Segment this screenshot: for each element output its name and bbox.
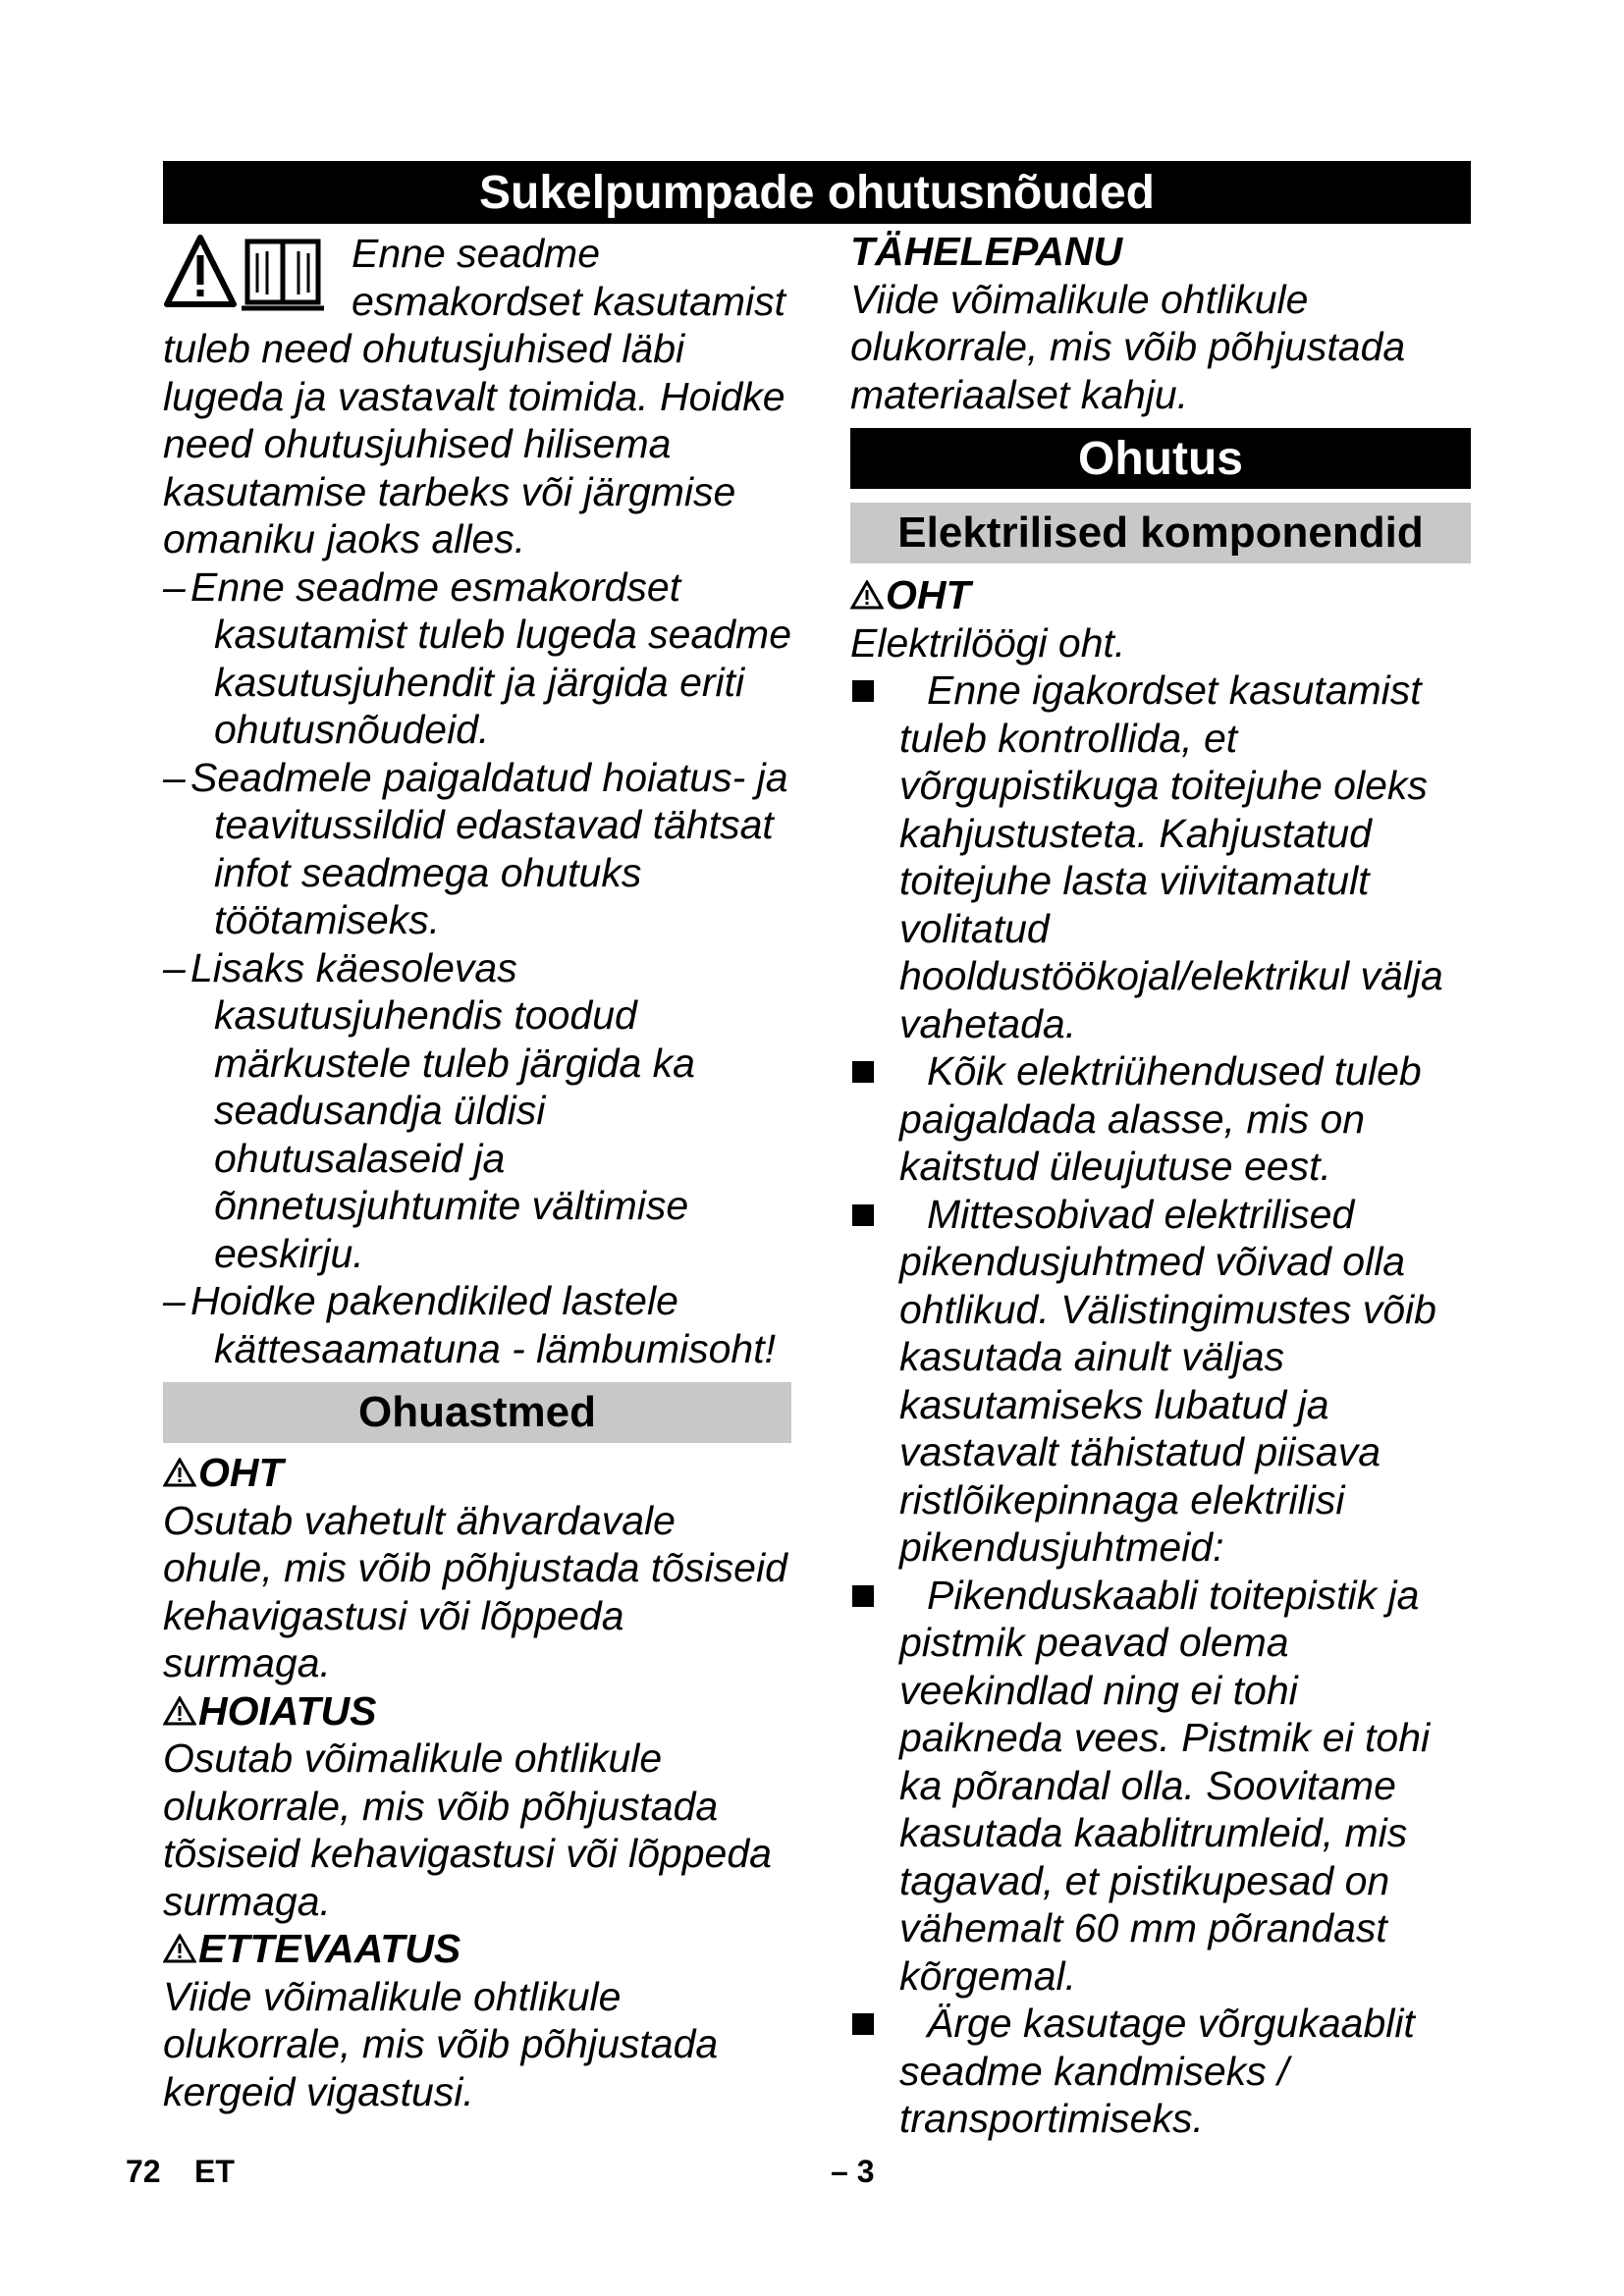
page-title: Sukelpumpade ohutusnõuded (163, 161, 1471, 224)
footer-page-number: 72 (126, 2154, 161, 2189)
bullet-text (878, 667, 1471, 1047)
bullet-text (878, 2000, 1471, 2143)
dash-item (163, 944, 791, 1278)
dash-item-text: Seadmele paigaldatud hoiatus- ja teavitussildid edastavad tähtsat infot seadmega ohutuks töötamiseks. (190, 754, 788, 942)
bullet-square-icon (850, 1047, 878, 1191)
intro-block (163, 230, 791, 563)
danger-label-text: OHT (886, 572, 971, 617)
warning-icon (163, 1696, 196, 1726)
dash-item (163, 563, 791, 754)
dash-list (163, 563, 791, 1373)
dash-item-text: Hoidke pakendikiled lastele kättesaamatuna - lämbumisoht! (190, 1278, 776, 1371)
level-text: Osutab võimalikule ohtlikule olukorrale, mis võib põhjustada tõsiseid kehavigastusi või lõppeda surmaga. (163, 1735, 772, 1924)
level-ettevaatus (163, 1925, 791, 2115)
dash-marker: – (163, 563, 186, 610)
danger-label (850, 571, 1471, 619)
bullet-item (850, 1047, 1471, 1191)
level-text: Osutab vahetult ähvardavale ohule, mis võib põhjustada tõsiseid kehavigastusi või lõppeda surmaga. (163, 1497, 787, 1685)
notice-label: TÄHELEPANU (850, 229, 1123, 274)
dash-item-text: Enne seadme esmakordset kasutamist tuleb lugeda seadme kasutusjuhendit ja järgida eriti ohutusnõudeid. (190, 563, 792, 752)
dash-marker: – (163, 1278, 186, 1323)
section-heading-ohutus: Ohutus (850, 428, 1471, 489)
notice-text: Viide võimalikule ohtlikule olukorrale, mis võib põhjustada materiaalset kahju. (850, 276, 1406, 417)
level-text: Viide võimalikule ohtlikule olukorrale, mis võib põhjustada kergeid vigastusi. (163, 1973, 719, 2114)
level-label-text: OHT (198, 1450, 284, 1495)
bullet-text-content: Mittesobivad elektrilised pikendusjuhtmed võivad olla ohtlikud. Välistingimustes võib kasutada ainult väljas kasutamiseks lubatud ja vastavalt tähistatud piisava ristlõikepinnaga elektrilisi pikendusjuhtmeid: (899, 1191, 1436, 1570)
bullet-item (850, 1191, 1471, 1572)
dash-item (163, 1277, 791, 1372)
bullet-square-icon (850, 1572, 878, 2001)
warning-icon (850, 580, 884, 610)
intro-icons (163, 230, 344, 322)
bullet-square-icon (850, 667, 878, 1047)
bullet-text-content: Kõik elektriühendused tuleb paigaldada alasse, mis on kaitstud üleujutuse eest. (899, 1048, 1422, 1189)
bullet-item (850, 2000, 1471, 2143)
bullet-text (878, 1047, 1471, 1191)
bullet-item (850, 667, 1471, 1047)
dash-marker: – (163, 944, 186, 990)
level-oht (163, 1449, 791, 1687)
bullet-text-content: Pikenduskaabli toitepistik ja pistmik peavad olema veekindlad ning ei tohi paikneda vees. Pistmik ei tohi ka põrandal olla. Soovitame kasutada kaablitrumleid, mis tagavad, et pistikupesad on vähemalt 60 mm põrandast kõrgemal. (899, 1572, 1431, 1999)
bullet-square-icon (850, 2000, 878, 2143)
bullet-square-icon (850, 1191, 878, 1572)
subsection-heading-elektrilised: Elektrilised komponendid (850, 503, 1471, 563)
dash-marker: – (163, 754, 186, 800)
bullet-text-content: Ärge kasutage võrgukaablit seadme kandmiseks / transportimiseks. (899, 2001, 1415, 2141)
warning-manual-icons (163, 230, 344, 322)
danger-text: Elektrilöögi oht. (850, 619, 1126, 666)
bullet-text (878, 1191, 1471, 1572)
level-label (163, 1687, 791, 1735)
section-heading-ohuastmed: Ohuastmed (163, 1382, 791, 1443)
bullet-item (850, 1572, 1471, 2001)
warning-icon (163, 1458, 196, 1487)
bullet-text-content: Enne igakordset kasutamist tuleb kontrollida, et võrgupistikuga toitejuhe oleks kahjustusteta. Kahjustatud toitejuhe lasta viivitamatult volitatud hooldustöökojal/elektrikul välja vahetada. (899, 667, 1443, 1046)
right-column (850, 228, 1471, 2143)
intro-text: Enne seadme esmakordset kasutamist tuleb need ohutusjuhised läbi lugeda ja vastavalt toimida. Hoidke need ohutusjuhised hilisema kasutamise tarbeks või järgmise omaniku jaoks alles. (163, 231, 786, 561)
bullet-text (878, 1572, 1471, 2001)
left-column (163, 228, 791, 2115)
dash-item-text: Lisaks käesolevas kasutusjuhendis toodud märkustele tuleb järgida ka seadusandja üldisi ohutusalaseid ja õnnetusjuhtumite vältimise eeskirju. (190, 944, 695, 1276)
level-label-text: HOIATUS (198, 1687, 377, 1734)
level-label (163, 1925, 791, 1973)
level-label-text: ETTEVAATUS (198, 1926, 461, 1971)
warning-icon (163, 1934, 196, 1963)
footer-section-page: – 3 (831, 2154, 875, 2189)
level-label (163, 1449, 791, 1497)
dash-item (163, 754, 791, 944)
footer-language: ET (194, 2154, 235, 2189)
bullet-list (850, 667, 1471, 2143)
level-hoiatus (163, 1687, 791, 1926)
